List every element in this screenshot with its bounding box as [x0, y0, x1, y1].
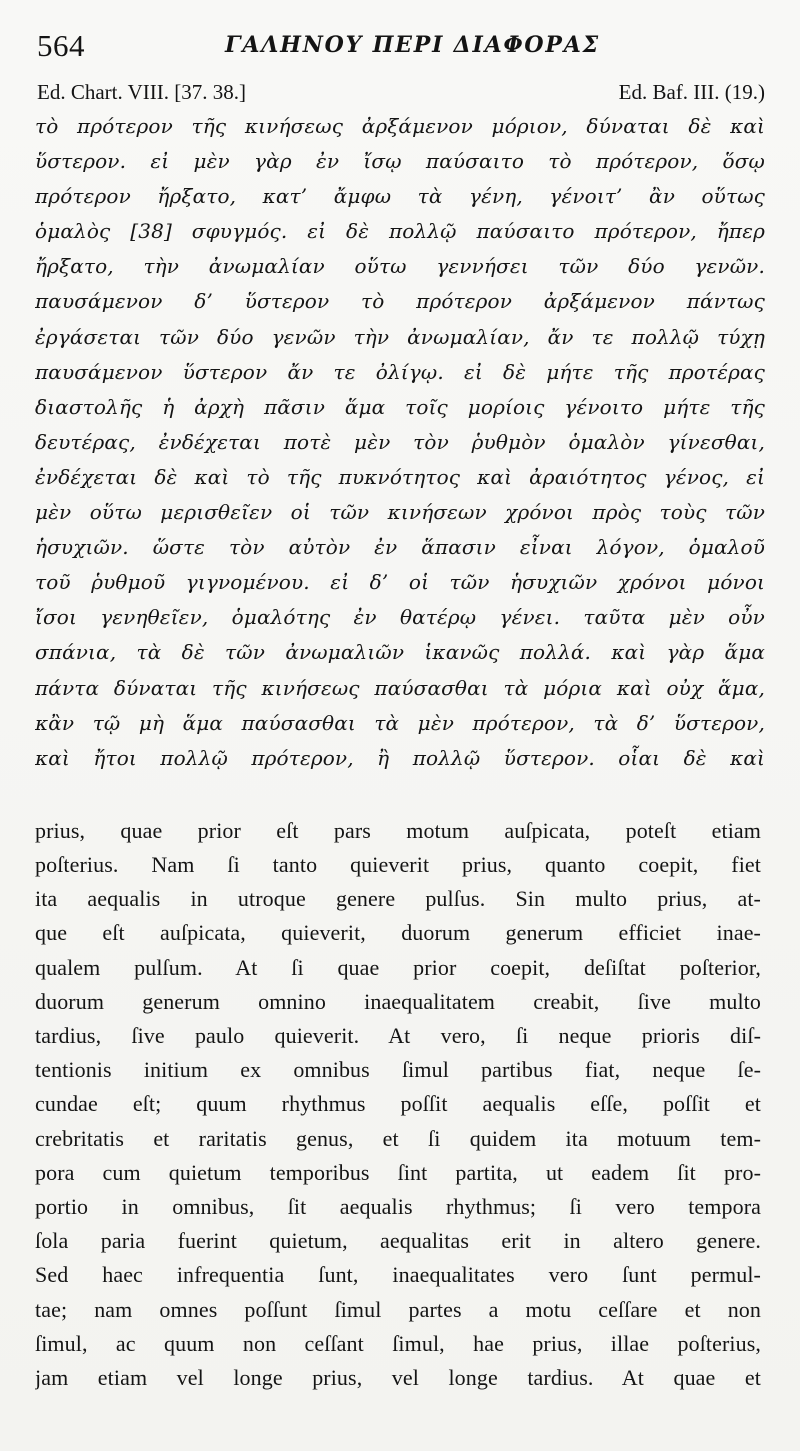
greek-line: ἤρξατο, τὴν ἀνωμαλίαν οὕτω γεννήσει τῶν δύο γενῶν.: [35, 254, 765, 279]
edition-reference-left: Ed. Chart. VIII. [37. 38.]: [37, 80, 246, 104]
latin-line: pora cum quietum temporibus ſint partita, ut eadem ſit pro-: [35, 1159, 761, 1185]
latin-line: tardius, ſive paulo quieverit. At vero, ſi neque prioris diſ-: [35, 1023, 761, 1048]
page-number: 564: [37, 28, 85, 63]
latin-line: tae; nam omnes poſſunt ſimul partes a motu ceſſare et non: [35, 1296, 761, 1322]
latin-line: ita aequalis in utroque genere pulſus. Sin multo prius, at-: [35, 886, 761, 912]
latin-line: crebritatis et raritatis genus, et ſi quidem ita motuum tem-: [35, 1125, 761, 1151]
greek-line: διαστολῆς ἡ ἀρχὴ πᾶσιν ἅμα τοῖς μορίοις γένοιτο μήτε τῆς: [35, 394, 765, 419]
running-head: [35, 28, 765, 72]
latin-line: que eſt auſpicata, quieverit, duorum generum efficiet inae-: [35, 920, 761, 946]
greek-line: ἴσοι γενηθεῖεν, ὁμαλότης ἐν θατέρῳ γένει. ταῦτα μὲν οὖν: [35, 605, 765, 630]
greek-line: τὸ πρότερον τῆς κινήσεως ἀρξάμενον μόριον, δύναται δὲ καὶ: [35, 114, 765, 138]
greek-line: καὶ ἤτοι πολλῷ πρότερον, ἢ πολλῷ ὕστερον. οἷαι δὲ καὶ: [35, 745, 765, 770]
latin-line: qualem pulſum. At ſi quae prior coepit, deſiſtat poſterior,: [35, 954, 761, 980]
latin-line: duorum generum omnino inaequalitatem creabit, ſive multo: [35, 988, 761, 1014]
latin-translation-block: [35, 814, 765, 1395]
edition-reference-line: [35, 72, 765, 106]
edition-reference-right: Ed. Baf. III. (19.): [618, 80, 765, 104]
greek-line: παυσάμενον ὕστερον ἄν τε ὀλίγῳ. εἰ δὲ μήτε τῆς προτέρας: [35, 359, 765, 384]
latin-line: jam etiam vel longe prius, vel longe tardius. At quae et: [35, 1365, 761, 1391]
greek-line: ὕστερον. εἰ μὲν γὰρ ἐν ἴσῳ παύσαιτο τὸ πρότερον, ὅσῳ: [35, 149, 765, 174]
latin-line: ſimul, ac quum non ceſſant ſimul, hae prius, illae poſterius,: [35, 1330, 761, 1356]
greek-text-block: [35, 109, 765, 776]
latin-line: tentionis initium ex omnibus ſimul partibus fiat, neque ſe-: [35, 1057, 761, 1083]
greek-line: πρότερον ἤρξατο, κατ’ ἄμφω τὰ γένη, γένοιτ’ ἂν οὕτως: [35, 184, 765, 209]
greek-line: σπάνια, τὰ δὲ τῶν ἀνωμαλιῶν ἱκανῶς πολλά. καὶ γὰρ ἅμα: [35, 640, 765, 665]
greek-line: ὁμαλὸς [38] σφυγμός. εἰ δὲ πολλῷ παύσαιτο πρότερον, ἤπερ: [35, 219, 765, 244]
greek-line: ἐνδέχεται δὲ καὶ τὸ τῆς πυκνότητος καὶ ἀραιότητος γένος, εἰ: [35, 464, 765, 489]
latin-line: Sed haec infrequentia ſunt, inaequalitates vero ſunt permul-: [35, 1262, 761, 1288]
greek-line: παυσάμενον δ’ ὕστερον τὸ πρότερον ἀρξάμενον πάντως: [35, 289, 765, 314]
greek-line: πάντα δύναται τῆς κινήσεως παύσασθαι τὰ μόρια καὶ οὐχ ἅμα,: [35, 675, 765, 700]
latin-line: ſola paria fuerint quietum, aequalitas erit in altero genere.: [35, 1228, 761, 1254]
running-title: ΓΑΛΗΝΟΥ ΠΕΡΙ ΔΙΑΦΟΡΑΣ: [225, 32, 600, 58]
greek-line: κἂν τῷ μὴ ἅμα παύσασθαι τὰ μὲν πρότερον, τὰ δ’ ὕστερον,: [35, 710, 765, 735]
latin-line: poſterius. Nam ſi tanto quieverit prius, quanto coepit, fiet: [35, 851, 761, 877]
latin-line: portio in omnibus, ſit aequalis rhythmus; ſi vero tempora: [35, 1194, 761, 1220]
latin-line: prius, quae prior eſt pars motum auſpicata, poteſt etiam: [35, 817, 761, 843]
greek-line: δευτέρας, ἐνδέχεται ποτὲ μὲν τὸν ῥυθμὸν ὁμαλὸν γίνεσθαι,: [35, 429, 765, 454]
latin-line: cundae eſt; quum rhythmus poſſit aequalis eſſe, poſſit et: [35, 1091, 761, 1117]
greek-line: τοῦ ῥυθμοῦ γιγνομένου. εἰ δ’ οἱ τῶν ἡσυχιῶν χρόνοι μόνοι: [35, 570, 765, 595]
greek-line: ἡσυχιῶν. ὥστε τὸν αὐτὸν ἐν ἅπασιν εἶναι λόγον, ὁμαλοῦ: [35, 535, 765, 560]
greek-line: μὲν οὕτω μερισθεῖεν οἱ τῶν κινήσεων χρόνοι πρὸς τοὺς τῶν: [35, 500, 765, 525]
greek-line: ἐργάσεται τῶν δύο γενῶν τὴν ἀνωμαλίαν, ἄν τε πολλῷ τύχῃ: [35, 324, 765, 349]
